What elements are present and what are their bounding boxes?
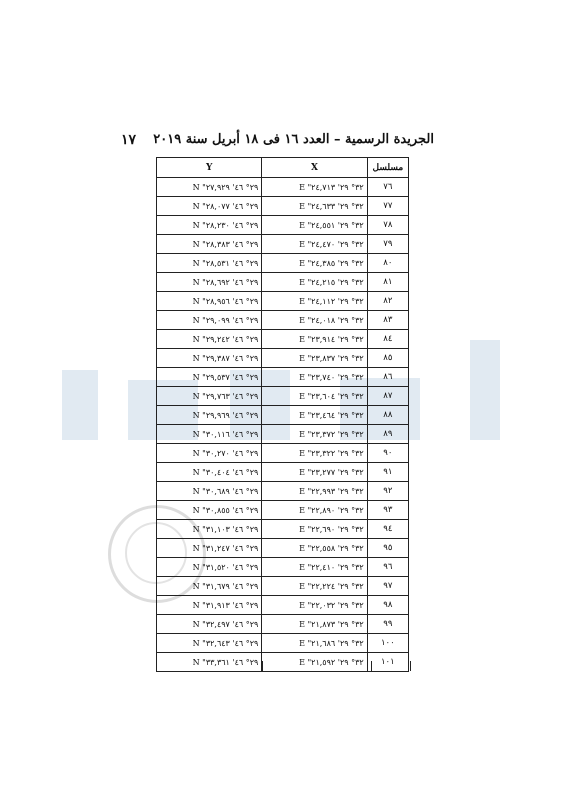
cell-serial: ٧٧: [367, 197, 408, 216]
cell-serial: ٨٣: [367, 311, 408, 330]
cell-serial: ١٠٠: [367, 634, 408, 653]
table-row: [157, 558, 409, 577]
cell-x: E "٣٢° ٢٩' ٢٢,٨٩٠: [262, 501, 367, 520]
table-row: [157, 482, 409, 501]
cell-serial: ٨٨: [367, 406, 408, 425]
cell-y: N "٢٩° ٤٦' ٣٠,٦٨٩: [157, 482, 262, 501]
cell-serial: ٨٠: [367, 254, 408, 273]
cell-serial: ٩٦: [367, 558, 408, 577]
cell-y: N "٢٩° ٤٦' ٢٧,٩٢٩: [157, 178, 262, 197]
cell-x: E "٣٢° ٢٩' ٢٣,٢٧٧: [262, 463, 367, 482]
cell-x: E "٣٢° ٢٩' ٢٤,٣٨٥: [262, 254, 367, 273]
cell-y: N "٢٩° ٤٦' ٣١,٥٢٠: [157, 558, 262, 577]
cell-y: N "٢٩° ٤٦' ٣٣,٣٦١: [157, 653, 262, 672]
cell-serial: ٩١: [367, 463, 408, 482]
cell-x: E "٣٢° ٢٩' ٢٤,٢١٥: [262, 273, 367, 292]
table-row: [157, 406, 409, 425]
table-row: [157, 178, 409, 197]
table-row: [157, 216, 409, 235]
cell-serial: ٩٠: [367, 444, 408, 463]
cell-y: N "٢٩° ٤٦' ٢٩,٣٨٧: [157, 349, 262, 368]
cell-x: E "٣٢° ٢٩' ٢٢,٩٩٣: [262, 482, 367, 501]
table-row: [157, 444, 409, 463]
cell-x: E "٣٢° ٢٩' ٢٤,٧١٣: [262, 178, 367, 197]
column-header-y: Y: [157, 158, 262, 178]
cell-x: E "٣٢° ٢٩' ٢٤,٠١٨: [262, 311, 367, 330]
table-row: [157, 292, 409, 311]
cell-x: E "٣٢° ٢٩' ٢٢,٢٢٤: [262, 577, 367, 596]
cell-y: N "٢٩° ٤٦' ٣٢,٤٩٧: [157, 615, 262, 634]
cell-y: N "٢٩° ٤٦' ٣١,٢٤٧: [157, 539, 262, 558]
cell-serial: ٨١: [367, 273, 408, 292]
cell-y: N "٢٩° ٤٦' ٣٢,٦٤٣: [157, 634, 262, 653]
table-row: [157, 349, 409, 368]
cell-serial: ١٠١: [367, 653, 408, 672]
cell-y: N "٢٩° ٤٦' ٣٠,٤٠٤: [157, 463, 262, 482]
cell-y: N "٢٩° ٤٦' ٢٨,٩٥٦: [157, 292, 262, 311]
cell-y: N "٢٩° ٤٦' ٢٨,٠٧٧: [157, 197, 262, 216]
cell-y: N "٢٩° ٤٦' ٢٩,٠٩٩: [157, 311, 262, 330]
cell-serial: ٨٧: [367, 387, 408, 406]
cell-y: N "٢٩° ٤٦' ٢٨,٢٣٠: [157, 216, 262, 235]
cell-x: E "٣٢° ٢٩' ٢٢,٥٥٨: [262, 539, 367, 558]
cell-y: N "٢٩° ٤٦' ٢٨,٦٩٢: [157, 273, 262, 292]
cell-x: E "٣٢° ٢٩' ٢٤,٥٥١: [262, 216, 367, 235]
cell-serial: ٨٥: [367, 349, 408, 368]
cell-serial: ٩٥: [367, 539, 408, 558]
table-row: [157, 425, 409, 444]
cell-serial: ٧٩: [367, 235, 408, 254]
cell-y: N "٢٩° ٤٦' ٣٠,٢٧٠: [157, 444, 262, 463]
table-row: [157, 254, 409, 273]
cell-serial: ٩٩: [367, 615, 408, 634]
cell-y: N "٢٩° ٤٦' ٣١,٩١٣: [157, 596, 262, 615]
cell-serial: ٩٨: [367, 596, 408, 615]
table-row: [157, 197, 409, 216]
gazette-title: الجريدة الرسمية – العدد ١٦ فى ١٨ أبريل سنة ٢٠١٩: [153, 132, 434, 147]
cell-x: E "٣٢° ٢٩' ٢٣,٧٤٠: [262, 368, 367, 387]
cell-x: E "٣٢° ٢٩' ٢٣,٩١٤: [262, 330, 367, 349]
cell-x: E "٣٢° ٢٩' ٢٤,١١٢: [262, 292, 367, 311]
cell-y: N "٢٩° ٤٦' ٣٠,٨٥٥: [157, 501, 262, 520]
cell-y: N "٢٩° ٤٦' ٢٨,٥٣١: [157, 254, 262, 273]
table-row: [157, 311, 409, 330]
cell-x: E "٣٢° ٢٩' ٢٤,٦٣٣: [262, 197, 367, 216]
cell-x: E "٣٢° ٢٩' ٢٣,٣٢٢: [262, 444, 367, 463]
cell-x: E "٣٢° ٢٩' ٢٣,٦٠٤: [262, 387, 367, 406]
table-row: [157, 577, 409, 596]
cell-x: E "٣٢° ٢٩' ٢٣,٣٧٢: [262, 425, 367, 444]
table-row: [157, 330, 409, 349]
page-number: ١٧: [121, 132, 137, 148]
table-row: [157, 463, 409, 482]
column-header-x: X: [262, 158, 367, 178]
cell-y: N "٢٩° ٤٦' ٣١,١٠٣: [157, 520, 262, 539]
cell-serial: ٨٦: [367, 368, 408, 387]
cell-serial: ٧٦: [367, 178, 408, 197]
cell-serial: ٩٣: [367, 501, 408, 520]
coordinates-table: [156, 157, 409, 672]
cell-serial: ٨٢: [367, 292, 408, 311]
cell-x: E "٣٢° ٢٩' ٢٢,٠٣٢: [262, 596, 367, 615]
cell-x: E "٣٢° ٢٩' ٢١,٨٧٣: [262, 615, 367, 634]
page-header: [118, 132, 434, 152]
table-row: [157, 539, 409, 558]
cell-y: N "٢٩° ٤٦' ٢٨,٣٨٣: [157, 235, 262, 254]
cell-serial: ٩٤: [367, 520, 408, 539]
table-row: [157, 520, 409, 539]
table-row: [157, 387, 409, 406]
cell-y: N "٢٩° ٤٦' ٢٩,٥٣٧: [157, 368, 262, 387]
cell-x: E "٣٢° ٢٩' ٢١,٥٩٢: [262, 653, 367, 672]
cell-serial: ٧٨: [367, 216, 408, 235]
cell-y: N "٢٩° ٤٦' ٢٩,٧٦٣: [157, 387, 262, 406]
cell-x: E "٣٢° ٢٩' ٢٢,٤١٠: [262, 558, 367, 577]
table-row: [157, 273, 409, 292]
table-row: [157, 596, 409, 615]
table-continuation: [156, 661, 411, 671]
table-row: [157, 634, 409, 653]
table-header-row: [157, 158, 409, 178]
cell-x: E "٣٢° ٢٩' ٢٢,٦٩٠: [262, 520, 367, 539]
table-row: [157, 235, 409, 254]
cell-x: E "٣٢° ٢٩' ٢١,٦٨٦: [262, 634, 367, 653]
column-header-serial: مسلسل: [367, 158, 408, 178]
cell-y: N "٢٩° ٤٦' ٣٠,١١٦: [157, 425, 262, 444]
table-row: [157, 368, 409, 387]
cell-y: N "٢٩° ٤٦' ٢٩,٢٤٢: [157, 330, 262, 349]
cell-x: E "٣٢° ٢٩' ٢٤,٤٧٠: [262, 235, 367, 254]
cell-y: N "٢٩° ٤٦' ٣١,٦٧٩: [157, 577, 262, 596]
cell-serial: ٨٩: [367, 425, 408, 444]
cell-x: E "٣٢° ٢٩' ٢٣,٤٦٤: [262, 406, 367, 425]
cell-serial: ٨٤: [367, 330, 408, 349]
cell-serial: ٩٧: [367, 577, 408, 596]
table-row: [157, 501, 409, 520]
cell-x: E "٣٢° ٢٩' ٢٣,٨٣٧: [262, 349, 367, 368]
table-row: [157, 615, 409, 634]
cell-serial: ٩٢: [367, 482, 408, 501]
cell-y: N "٢٩° ٤٦' ٢٩,٩٦٩: [157, 406, 262, 425]
